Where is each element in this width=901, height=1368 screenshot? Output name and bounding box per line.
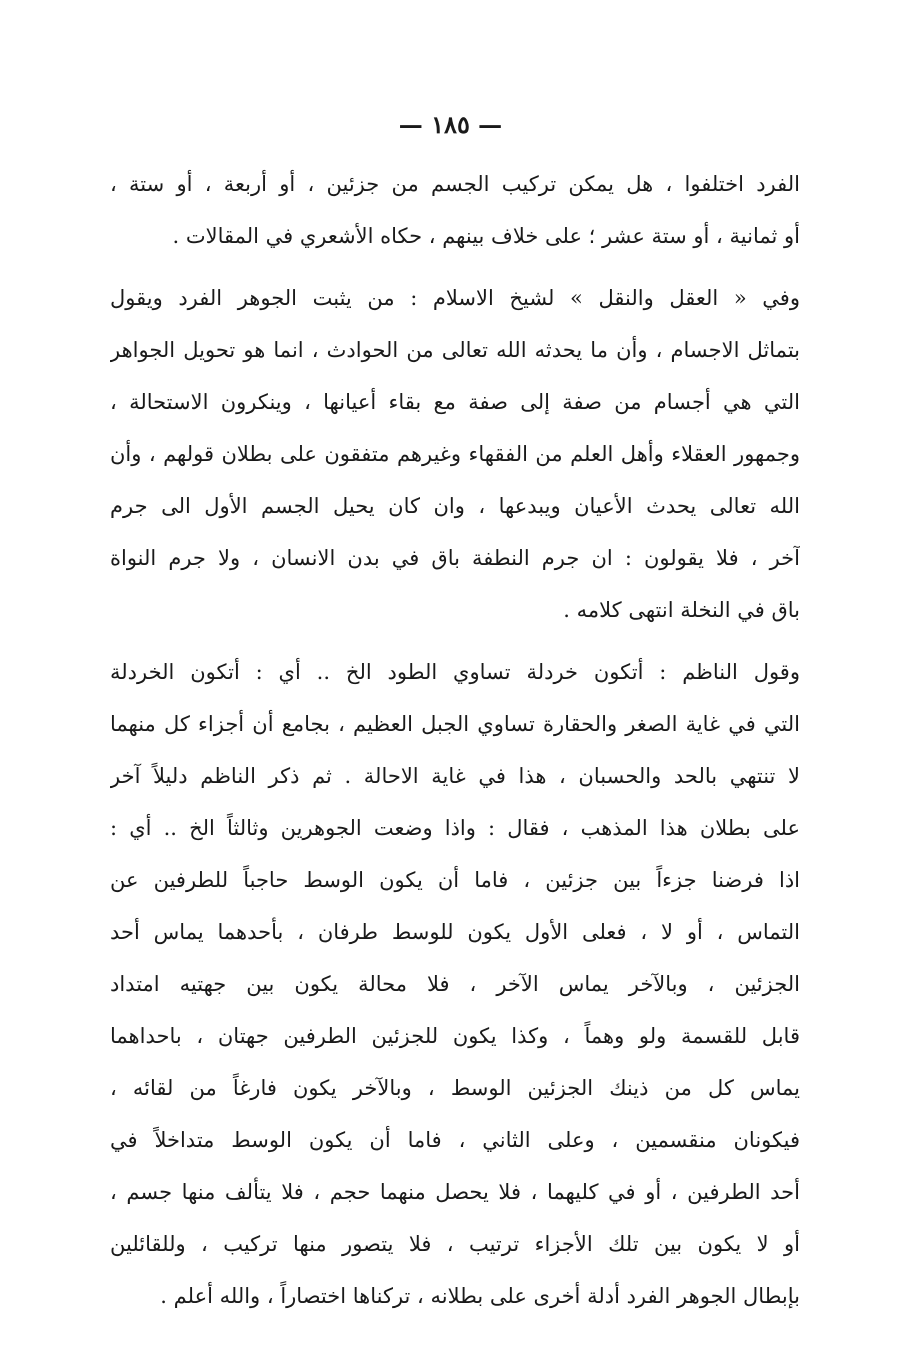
text-line: أو ثمانية ، أو ستة عشر ؛ على خلاف بينهم ، حكاه الأشعري في المقالات . bbox=[172, 224, 800, 248]
text-line: وفي « العقل والنقل » لشيخ الاسلام : من يثبت الجوهر الفرد ويقول bbox=[110, 286, 800, 310]
text-line: بتماثل الاجسام ، وأن ما يحدثه الله تعالى من الحوادث ، انما هو تحويل الجواهر bbox=[110, 338, 800, 362]
text-line: آخر ، فلا يقولون : ان جرم النطفة باق في بدن الانسان ، ولا جرم النواة bbox=[110, 546, 800, 570]
text-line: التماس ، أو لا ، فعلى الأول يكون للوسط طرفان ، بأحدهما يماس أحد bbox=[110, 920, 800, 944]
text-line: الجزئين ، وبالآخر يماس الآخر ، فلا محالة يكون بين جهتيه امتداد bbox=[110, 972, 800, 996]
paragraph-1 bbox=[110, 158, 800, 262]
text-line: فيكونان منقسمين ، وعلى الثاني ، فاما أن يكون الوسط متداخلاً في bbox=[110, 1128, 800, 1152]
page-text-body bbox=[110, 158, 800, 1322]
text-line: بإبطال الجوهر الفرد أدلة أخرى على بطلانه ، تركناها اختصاراً ، والله أعلم . bbox=[160, 1284, 800, 1308]
paragraph-spacer bbox=[110, 636, 800, 646]
text-line: أو لا يكون بين تلك الأجزاء ترتيب ، فلا يتصور منها تركيب ، وللقائلين bbox=[110, 1232, 800, 1256]
text-line: التي في غاية الصغر والحقارة تساوي الجبل العظيم ، بجامع أن أجزاء كل منهما bbox=[110, 712, 800, 736]
text-line: الله تعالى يحدث الأعيان ويبدعها ، وان كان يحيل الجسم الأول الى جرم bbox=[110, 494, 800, 518]
text-line: على بطلان هذا المذهب ، فقال : واذا وضعت الجوهرين وثالثاً الخ .. أي : bbox=[110, 816, 800, 840]
text-line: وقول الناظم : أتكون خردلة تساوي الطود الخ .. أي : أتكون الخردلة bbox=[110, 660, 800, 684]
text-line: أحد الطرفين ، أو في كليهما ، فلا يحصل منهما حجم ، فلا يتألف منها جسم ، bbox=[110, 1180, 800, 1204]
text-line: يماس كل من ذينك الجزئين الوسط ، وبالآخر يكون فارغاً من لقائه ، bbox=[110, 1076, 800, 1100]
text-line: اذا فرضنا جزءاً بين جزئين ، فاما أن يكون الوسط حاجباً للطرفين عن bbox=[110, 868, 800, 892]
text-line: باق في النخلة انتهى كلامه . bbox=[563, 598, 800, 622]
text-line: الفرد اختلفوا ، هل يمكن تركيب الجسم من جزئين ، أو أربعة ، أو ستة ، bbox=[110, 172, 800, 196]
text-line: لا تنتهي بالحد والحسبان ، هذا في غاية الاحالة . ثم ذكر الناظم دليلاً آخر bbox=[110, 764, 800, 788]
text-line: وجمهور العقلاء وأهل العلم من الفقهاء وغيرهم متفقون على بطلان قولهم ، وأن bbox=[110, 442, 800, 466]
paragraph-2 bbox=[110, 272, 800, 636]
paragraph-spacer bbox=[110, 262, 800, 272]
text-line: التي هي أجسام من صفة إلى صفة مع بقاء أعيانها ، وينكرون الاستحالة ، bbox=[110, 390, 800, 414]
text-line: قابل للقسمة ولو وهماً ، وكذا يكون للجزئين الطرفين جهتان ، باحداهما bbox=[110, 1024, 800, 1048]
page-number: — ١٨٥ — bbox=[398, 110, 503, 139]
paragraph-3 bbox=[110, 646, 800, 1322]
